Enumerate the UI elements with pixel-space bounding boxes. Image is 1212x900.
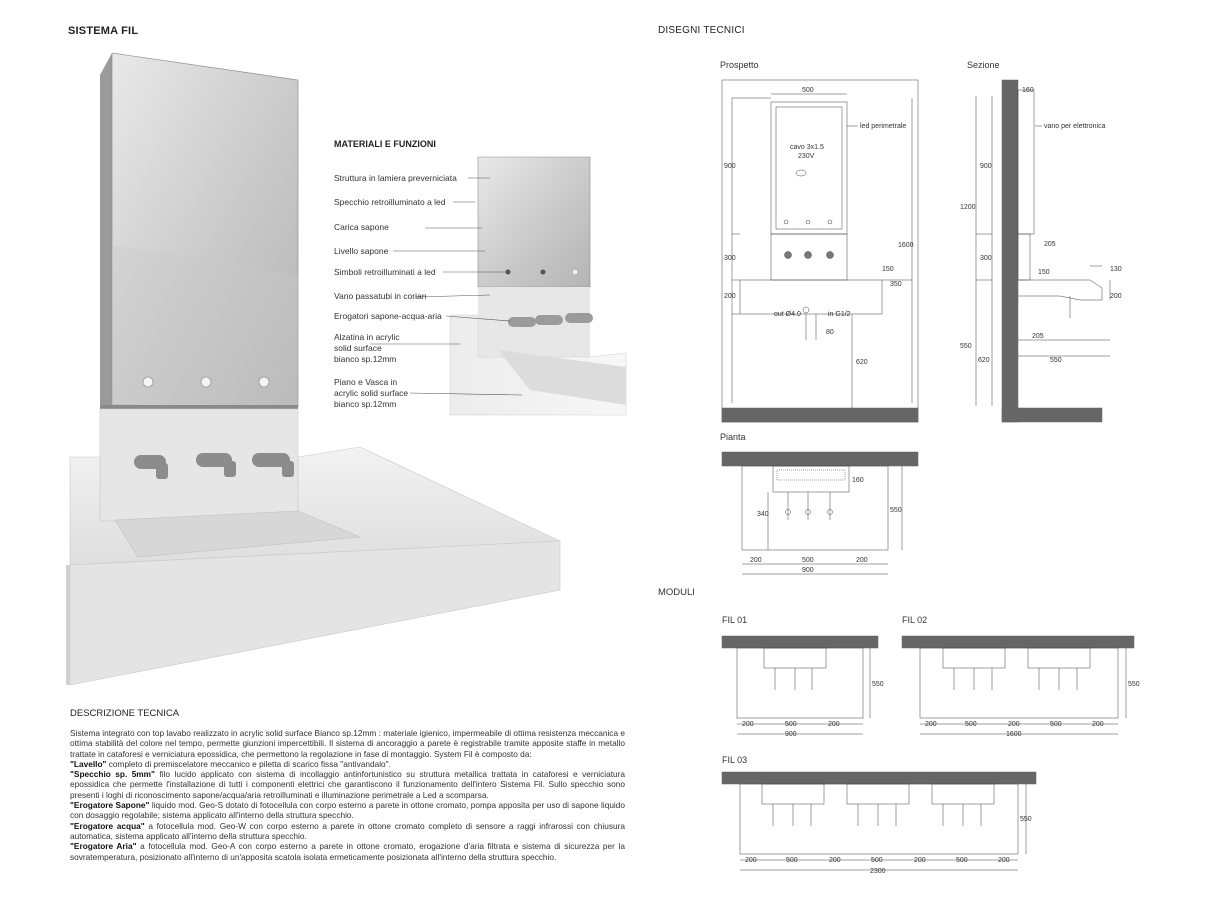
sezione-drawing <box>976 80 1110 422</box>
description-item: "Lavello" completo di premiscelatore meccanico e piletta di scarico fissa "antivandalo". <box>70 758 391 769</box>
tech-drawings-title: DISEGNI TECNICI <box>658 25 745 36</box>
technical-drawings <box>640 50 1212 900</box>
prospetto-title: Prospetto <box>720 60 759 70</box>
material-label: Carica sapone <box>334 222 389 232</box>
description-item: "Erogatore Sapone" liquido mod. Geo-S dotato di fotocellula con corpo esterno a parete in ottone cromato, pompa apposita per uso di sapone liquido con dosaggio regolabile; sistema applicato all'interno della struttura specchio. <box>70 800 626 821</box>
fil02-title: FIL 02 <box>902 615 928 625</box>
material-label: Livello sapone <box>334 246 389 256</box>
pianta-title: Pianta <box>720 432 746 442</box>
dim-label: 500 <box>786 857 798 864</box>
material-label: Specchio retroilluminato a led <box>334 197 446 207</box>
dim-label: 200 <box>742 721 754 728</box>
dim-label: 200 <box>750 557 762 564</box>
fil03-drawing <box>722 772 1036 870</box>
dim-label: 150 <box>1038 269 1050 276</box>
dim-label: 500 <box>785 721 797 728</box>
dim-label: 550 <box>1128 681 1140 688</box>
dim-label: 200 <box>1008 721 1020 728</box>
dim-label: 900 <box>724 163 736 170</box>
dim-label: 200 <box>829 857 841 864</box>
dim-label: 550 <box>890 507 902 514</box>
dim-label: 205 <box>1044 241 1056 248</box>
material-label: Simboli retroilluminati a led <box>334 267 436 277</box>
dim-label: 1200 <box>960 204 976 211</box>
note-label: vano per elettronica <box>1044 123 1106 130</box>
dim-label: 900 <box>980 163 992 170</box>
dim-label: 350 <box>890 281 902 288</box>
fil01-title: FIL 01 <box>722 615 748 625</box>
dim-label: 200 <box>914 857 926 864</box>
dim-label: 80 <box>826 329 834 336</box>
description-item: "Erogatore acqua" a fotocellula mod. Geo-W con corpo esterno a parete in ottone cromato completo di sensore a raggi infrarossi con chiusura automatica, sistema applicato all'interno della struttura specchio. <box>70 820 625 841</box>
material-label: Alzatina in acrylic solid surface bianco sp.12mm <box>334 332 400 364</box>
dim-label: 2300 <box>870 868 886 875</box>
fil02-drawing <box>902 636 1134 734</box>
dim-label: 200 <box>828 721 840 728</box>
dim-label: 550 <box>872 681 884 688</box>
dim-label: 620 <box>856 359 868 366</box>
dim-label: 500 <box>965 721 977 728</box>
dim-label: 620 <box>978 357 990 364</box>
description-body <box>70 728 625 862</box>
dim-label: 340 <box>757 511 769 518</box>
dim-label: 200 <box>1110 293 1122 300</box>
water-symbol-icon <box>201 377 211 387</box>
dim-label: 500 <box>1050 721 1062 728</box>
dim-label: 1600 <box>1006 731 1022 738</box>
note-label: cavo 3x1.5 <box>790 144 824 151</box>
materials-title: MATERIALI E FUNZIONI <box>334 139 436 149</box>
sezione-title: Sezione <box>967 60 1000 70</box>
dim-label: 300 <box>724 255 736 262</box>
note-label: 230V <box>798 153 815 160</box>
dim-label: 160 <box>852 477 864 484</box>
dim-label: 900 <box>785 731 797 738</box>
dim-label: 300 <box>980 255 992 262</box>
dim-label: 1600 <box>898 242 914 249</box>
description-item: "Specchio sp. 5mm" filo lucido applicato con sistema di incollaggio antinfortunistico su struttura metallica trattata in cataforesi e verniciatura epossidica che permette l'installazione di tutti i componenti elettrici che garantiscono il funzionamento dell'intero Sistema Fil. Sullo specchio sono presenti i loghi di riconoscimento sapone/acqua/aria retroilluminati e illuminazione perimetrale a Led a scomparsa. <box>70 769 625 800</box>
soap-symbol-icon <box>143 377 153 387</box>
dim-label: 205 <box>1032 333 1044 340</box>
dim-label: 550 <box>960 343 972 350</box>
dim-label: 200 <box>724 293 736 300</box>
material-label: Struttura in lamiera preverniciata <box>334 173 457 183</box>
dim-label: 200 <box>998 857 1010 864</box>
dim-label: 200 <box>1092 721 1104 728</box>
description-item: "Erogatore Aria" a fotocellula mod. Geo-A con corpo esterno a parete in ottone cromato, erogazione d'aria filtrata e sistema di sicurezza per la sovratemperatura, posizionato all'interno di un'apposita scatola isolata ermeticamente posizionata all'interno della struttura specchio. <box>70 841 625 862</box>
page-title: SISTEMA FIL <box>68 25 139 37</box>
dim-label: 500 <box>871 857 883 864</box>
fil01-drawing <box>722 636 878 734</box>
description-title: DESCRIZIONE TECNICA <box>70 708 180 719</box>
dim-label: 200 <box>745 857 757 864</box>
note-label: out Ø4.0 <box>774 311 801 318</box>
moduli-title: MODULI <box>658 587 695 598</box>
material-label: Piano e Vasca in acrylic solid surface bianco sp.12mm <box>334 377 409 409</box>
description-intro: Sistema integrato con top lavabo realizzato in acrylic solid surface Bianco sp.12mm : materiale igienico, impermeabile di ottima resistenza meccanica e ottima stabilità del colore nel tempo, permette giunzioni impercettibili. Il sistema di ancoraggio a parete è registrabile tramite apposite staffe in metallo trattate in cataforesi e verniciatura epossidica, che permettono la regolazione in fase di montaggio. System Fil è composto da: <box>70 728 625 759</box>
dim-label: 550 <box>1020 816 1032 823</box>
dim-label: 200 <box>925 721 937 728</box>
dim-label: 130 <box>1110 266 1122 273</box>
dim-label: 550 <box>1050 357 1062 364</box>
material-label: Vano passatubi in corian <box>334 291 427 301</box>
dim-label: 500 <box>802 557 814 564</box>
dim-label: 200 <box>856 557 868 564</box>
dim-label: 150 <box>882 266 894 273</box>
dim-label: 160 <box>1022 87 1034 94</box>
air-symbol-icon <box>259 377 269 387</box>
material-label: Erogatori sapone-acqua-aria <box>334 311 442 321</box>
note-label: led perimetrale <box>860 123 907 130</box>
dim-label: 500 <box>956 857 968 864</box>
pianta-drawing <box>722 452 918 574</box>
dim-label: 900 <box>802 567 814 574</box>
prospetto-drawing <box>722 80 918 422</box>
fil03-title: FIL 03 <box>722 755 748 765</box>
note-label: in G1/2 <box>828 311 851 318</box>
dim-label: 500 <box>802 87 814 94</box>
